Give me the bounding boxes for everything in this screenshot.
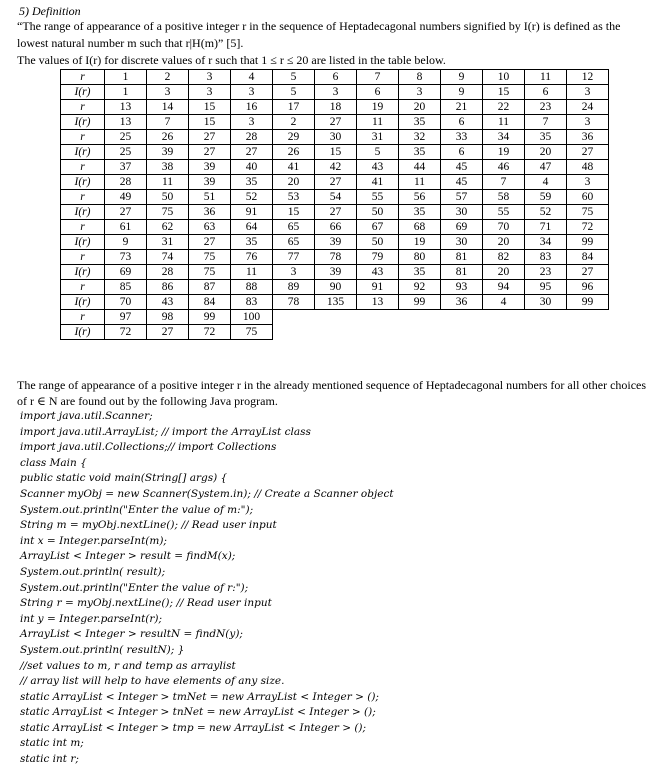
table-empty-cell xyxy=(441,325,483,340)
table-cell: 52 xyxy=(231,190,273,205)
table-cell: 5 xyxy=(273,85,315,100)
table-cell: 15 xyxy=(483,85,525,100)
table-cell: 15 xyxy=(315,145,357,160)
table-cell: 99 xyxy=(567,295,609,310)
table-cell: 27 xyxy=(147,325,189,340)
table-cell: 95 xyxy=(525,280,567,295)
table-cell: 87 xyxy=(189,280,231,295)
table-cell: 81 xyxy=(441,250,483,265)
table-cell: 72 xyxy=(189,325,231,340)
table-cell: 18 xyxy=(315,100,357,115)
table-cell: 11 xyxy=(399,175,441,190)
table-cell: 76 xyxy=(231,250,273,265)
table-empty-cell xyxy=(483,325,525,340)
table-cell: 50 xyxy=(357,205,399,220)
table-cell: 3 xyxy=(147,85,189,100)
table-cell: 39 xyxy=(147,145,189,160)
code-line: static int r; xyxy=(20,753,79,766)
code-line: import java.util.Scanner; xyxy=(20,410,153,422)
code-line: System.out.println("Enter the value of r:"); xyxy=(20,581,249,594)
table-cell: 34 xyxy=(483,130,525,145)
row-label: r xyxy=(61,100,105,115)
table-cell: 35 xyxy=(399,115,441,130)
after-table-line-2: of r ∈ N are found out by the following Java program. xyxy=(17,394,278,408)
table-cell: 11 xyxy=(357,115,399,130)
table-cell: 48 xyxy=(567,160,609,175)
table-cell: 29 xyxy=(273,130,315,145)
row-label: I(r) xyxy=(61,175,105,190)
table-cell: 24 xyxy=(567,100,609,115)
definition-line-1: “The range of appearance of a positive integer r in the sequence of Heptadecagonal numbers signified by I(r) is defined as the xyxy=(17,19,621,33)
table-cell: 27 xyxy=(315,115,357,130)
table-cell: 43 xyxy=(357,265,399,280)
table-row-r xyxy=(61,250,609,265)
table-cell: 39 xyxy=(189,160,231,175)
table-cell: 19 xyxy=(399,235,441,250)
table-cell: 12 xyxy=(567,70,609,85)
table-cell: 39 xyxy=(189,175,231,190)
table-cell: 41 xyxy=(273,160,315,175)
table-cell: 40 xyxy=(231,160,273,175)
table-row-ir xyxy=(61,175,609,190)
definition-line-3: The values of I(r) for discrete values of r such that 1 ≤ r ≤ 20 are listed in the table below. xyxy=(17,53,446,67)
table-cell: 85 xyxy=(105,280,147,295)
table-cell: 27 xyxy=(105,205,147,220)
table-cell: 94 xyxy=(483,280,525,295)
table-cell: 55 xyxy=(483,205,525,220)
table-cell: 4 xyxy=(231,70,273,85)
table-cell: 50 xyxy=(357,235,399,250)
table-cell: 77 xyxy=(273,250,315,265)
row-label: I(r) xyxy=(61,295,105,310)
table-cell: 9 xyxy=(441,70,483,85)
table-cell: 27 xyxy=(315,205,357,220)
row-label: r xyxy=(61,310,105,325)
table-cell: 6 xyxy=(357,85,399,100)
row-label: r xyxy=(61,280,105,295)
table-cell: 53 xyxy=(273,190,315,205)
table-cell: 4 xyxy=(483,295,525,310)
table-cell: 10 xyxy=(483,70,525,85)
table-cell: 13 xyxy=(105,100,147,115)
table-cell: 99 xyxy=(399,295,441,310)
table-cell: 1 xyxy=(105,70,147,85)
table-cell: 31 xyxy=(357,130,399,145)
table-cell: 15 xyxy=(273,205,315,220)
code-line: static ArrayList < Integer > tmp = new ArrayList < Integer > (); xyxy=(20,721,367,734)
table-cell: 75 xyxy=(189,265,231,280)
table-cell: 46 xyxy=(483,160,525,175)
table-cell: 23 xyxy=(525,265,567,280)
code-line: static ArrayList < Integer > tnNet = new ArrayList < Integer > (); xyxy=(20,706,376,719)
table-cell: 9 xyxy=(105,235,147,250)
table-cell: 11 xyxy=(231,265,273,280)
table-cell: 75 xyxy=(231,325,273,340)
table-cell: 6 xyxy=(525,85,567,100)
table-cell: 3 xyxy=(399,85,441,100)
table-cell: 30 xyxy=(525,295,567,310)
table-cell: 69 xyxy=(441,220,483,235)
table-cell: 99 xyxy=(189,310,231,325)
table-cell: 90 xyxy=(315,280,357,295)
table-cell: 3 xyxy=(315,85,357,100)
table-cell: 56 xyxy=(399,190,441,205)
table-cell: 78 xyxy=(315,250,357,265)
table-cell: 7 xyxy=(147,115,189,130)
table-cell: 20 xyxy=(483,265,525,280)
table-cell: 3 xyxy=(273,265,315,280)
table-empty-cell xyxy=(315,310,357,325)
table-cell: 62 xyxy=(147,220,189,235)
code-line: int y = Integer.parseInt(r); xyxy=(20,612,163,625)
table-row-r xyxy=(61,160,609,175)
table-cell: 28 xyxy=(147,265,189,280)
table-cell: 13 xyxy=(105,115,147,130)
table-cell: 30 xyxy=(441,205,483,220)
table-cell: 36 xyxy=(441,295,483,310)
table-cell: 1 xyxy=(105,85,147,100)
table-cell: 70 xyxy=(483,220,525,235)
table-cell: 2 xyxy=(147,70,189,85)
row-label: r xyxy=(61,250,105,265)
table-cell: 43 xyxy=(357,160,399,175)
table-cell: 88 xyxy=(231,280,273,295)
table-cell: 72 xyxy=(105,325,147,340)
table-cell: 45 xyxy=(441,160,483,175)
table-cell: 21 xyxy=(441,100,483,115)
table-cell: 84 xyxy=(189,295,231,310)
table-cell: 75 xyxy=(567,205,609,220)
table-row-r xyxy=(61,220,609,235)
table-cell: 64 xyxy=(231,220,273,235)
table-cell: 27 xyxy=(189,235,231,250)
row-label: I(r) xyxy=(61,115,105,130)
table-row-r xyxy=(61,190,609,205)
code-line: ArrayList < Integer > result = findM(x); xyxy=(20,550,236,563)
code-line: //set values to m, r and temp as arraylist xyxy=(20,659,236,672)
table-cell: 99 xyxy=(567,235,609,250)
table-cell: 37 xyxy=(105,160,147,175)
table-cell: 54 xyxy=(315,190,357,205)
table-row-ir xyxy=(61,85,609,100)
table-cell: 49 xyxy=(105,190,147,205)
table-cell: 11 xyxy=(525,70,567,85)
table-empty-cell xyxy=(273,325,315,340)
table-cell: 51 xyxy=(189,190,231,205)
row-label: I(r) xyxy=(61,235,105,250)
table-cell: 63 xyxy=(189,220,231,235)
table-cell: 7 xyxy=(483,175,525,190)
table-cell: 5 xyxy=(273,70,315,85)
table-empty-cell xyxy=(399,325,441,340)
table-row-ir xyxy=(61,235,609,250)
code-line: Scanner myObj = new Scanner(System.in); // Create a Scanner object xyxy=(20,487,394,500)
code-line: static int m; xyxy=(20,737,84,750)
code-line: // array list will help to have elements of any size. xyxy=(20,675,285,688)
table-cell: 92 xyxy=(399,280,441,295)
table-cell: 26 xyxy=(273,145,315,160)
table-row-r xyxy=(61,310,609,325)
table-cell: 41 xyxy=(357,175,399,190)
table-cell: 27 xyxy=(315,175,357,190)
table-cell: 59 xyxy=(525,190,567,205)
table-cell: 20 xyxy=(483,235,525,250)
code-line: System.out.println("Enter the value of m:"); xyxy=(20,503,254,516)
table-row-r xyxy=(61,280,609,295)
table-row-ir xyxy=(61,205,609,220)
table-row-ir xyxy=(61,265,609,280)
definition-line-2: lowest natural number m such that r|H(m)” [5]. xyxy=(17,36,244,50)
row-label: r xyxy=(61,190,105,205)
table-cell: 135 xyxy=(315,295,357,310)
table-cell: 58 xyxy=(483,190,525,205)
table-cell: 3 xyxy=(231,85,273,100)
table-cell: 74 xyxy=(147,250,189,265)
table-cell: 45 xyxy=(441,175,483,190)
code-line: int x = Integer.parseInt(m); xyxy=(20,534,167,547)
code-line: String r = myObj.nextLine(); // Read user input xyxy=(20,597,272,610)
table-cell: 81 xyxy=(441,265,483,280)
table-row-r xyxy=(61,70,609,85)
table-cell: 26 xyxy=(147,130,189,145)
table-cell: 31 xyxy=(147,235,189,250)
table-cell: 3 xyxy=(567,175,609,190)
table-cell: 27 xyxy=(189,130,231,145)
table-cell: 23 xyxy=(525,100,567,115)
table-cell: 35 xyxy=(399,205,441,220)
row-label: r xyxy=(61,160,105,175)
table-empty-cell xyxy=(441,310,483,325)
table-cell: 70 xyxy=(105,295,147,310)
table-cell: 75 xyxy=(189,250,231,265)
table-cell: 44 xyxy=(399,160,441,175)
table-cell: 98 xyxy=(147,310,189,325)
table-cell: 19 xyxy=(357,100,399,115)
row-label: I(r) xyxy=(61,265,105,280)
table-cell: 66 xyxy=(315,220,357,235)
table-row-ir xyxy=(61,115,609,130)
table-cell: 60 xyxy=(567,190,609,205)
table-cell: 17 xyxy=(273,100,315,115)
table-empty-cell xyxy=(483,310,525,325)
table-row-r xyxy=(61,130,609,145)
table-cell: 22 xyxy=(483,100,525,115)
table-cell: 35 xyxy=(399,265,441,280)
table-cell: 11 xyxy=(147,175,189,190)
table-cell: 6 xyxy=(441,115,483,130)
table-cell: 25 xyxy=(105,130,147,145)
table-cell: 39 xyxy=(315,235,357,250)
table-empty-cell xyxy=(567,325,609,340)
table-row-r xyxy=(61,100,609,115)
table-cell: 9 xyxy=(441,85,483,100)
table-cell: 57 xyxy=(441,190,483,205)
row-label: I(r) xyxy=(61,85,105,100)
table-cell: 91 xyxy=(357,280,399,295)
table-row-ir xyxy=(61,295,609,310)
code-line: import java.util.ArrayList; // import the ArrayList class xyxy=(20,425,311,438)
table-cell: 25 xyxy=(105,145,147,160)
table-cell: 86 xyxy=(147,280,189,295)
table-cell: 3 xyxy=(189,85,231,100)
table-empty-cell xyxy=(357,310,399,325)
table-cell: 27 xyxy=(231,145,273,160)
table-cell: 47 xyxy=(525,160,567,175)
table-cell: 36 xyxy=(567,130,609,145)
table-cell: 67 xyxy=(357,220,399,235)
table-cell: 11 xyxy=(483,115,525,130)
table-cell: 30 xyxy=(441,235,483,250)
table-empty-cell xyxy=(357,325,399,340)
row-label: r xyxy=(61,130,105,145)
table-empty-cell xyxy=(525,325,567,340)
table-cell: 83 xyxy=(525,250,567,265)
table-cell: 42 xyxy=(315,160,357,175)
code-line: System.out.println( resultN); } xyxy=(20,643,185,656)
table-row-ir xyxy=(61,145,609,160)
table-cell: 14 xyxy=(147,100,189,115)
table-cell: 27 xyxy=(189,145,231,160)
table-cell: 20 xyxy=(525,145,567,160)
table-cell: 16 xyxy=(231,100,273,115)
table-cell: 3 xyxy=(567,115,609,130)
table-cell: 91 xyxy=(231,205,273,220)
table-cell: 8 xyxy=(399,70,441,85)
section-heading: 5) Definition xyxy=(19,4,81,18)
table-cell: 35 xyxy=(231,175,273,190)
code-line: String m = myObj.nextLine(); // Read user input xyxy=(20,519,277,532)
code-line: public static void main(String[] args) { xyxy=(20,472,228,485)
table-cell: 89 xyxy=(273,280,315,295)
table-row-ir xyxy=(61,325,609,340)
table-cell: 4 xyxy=(525,175,567,190)
table-cell: 82 xyxy=(483,250,525,265)
table-cell: 28 xyxy=(105,175,147,190)
table-cell: 6 xyxy=(441,145,483,160)
table-cell: 50 xyxy=(147,190,189,205)
row-label: I(r) xyxy=(61,325,105,340)
table-cell: 83 xyxy=(231,295,273,310)
table-cell: 75 xyxy=(147,205,189,220)
table-cell: 32 xyxy=(399,130,441,145)
table-cell: 72 xyxy=(567,220,609,235)
code-line: import java.util.Collections;// import Collections xyxy=(20,441,277,454)
table-cell: 2 xyxy=(273,115,315,130)
table-cell: 65 xyxy=(273,235,315,250)
table-cell: 30 xyxy=(315,130,357,145)
table-empty-cell xyxy=(525,310,567,325)
java-code-block xyxy=(20,409,394,768)
code-line: ArrayList < Integer > resultN = findN(y); xyxy=(20,628,243,641)
row-label: r xyxy=(61,70,105,85)
code-line: System.out.println( result); xyxy=(20,565,166,578)
table-empty-cell xyxy=(315,325,357,340)
table-cell: 39 xyxy=(315,265,357,280)
table-cell: 84 xyxy=(567,250,609,265)
table-cell: 43 xyxy=(147,295,189,310)
table-cell: 20 xyxy=(399,100,441,115)
table-cell: 93 xyxy=(441,280,483,295)
row-label: I(r) xyxy=(61,145,105,160)
table-cell: 52 xyxy=(525,205,567,220)
table-cell: 34 xyxy=(525,235,567,250)
table-cell: 13 xyxy=(357,295,399,310)
table-cell: 100 xyxy=(231,310,273,325)
table-cell: 5 xyxy=(357,145,399,160)
table-empty-cell xyxy=(273,310,315,325)
table-cell: 73 xyxy=(105,250,147,265)
table-cell: 15 xyxy=(189,100,231,115)
table-cell: 35 xyxy=(231,235,273,250)
table-cell: 3 xyxy=(231,115,273,130)
table-cell: 61 xyxy=(105,220,147,235)
table-empty-cell xyxy=(399,310,441,325)
table-cell: 79 xyxy=(357,250,399,265)
table-cell: 71 xyxy=(525,220,567,235)
table-cell: 7 xyxy=(357,70,399,85)
row-label: r xyxy=(61,220,105,235)
table-cell: 68 xyxy=(399,220,441,235)
table-cell: 3 xyxy=(567,85,609,100)
table-cell: 15 xyxy=(189,115,231,130)
row-label: I(r) xyxy=(61,205,105,220)
table-cell: 80 xyxy=(399,250,441,265)
table-cell: 36 xyxy=(189,205,231,220)
table-cell: 35 xyxy=(399,145,441,160)
table-cell: 69 xyxy=(105,265,147,280)
after-table-line-1: The range of appearance of a positive integer r in the already mentioned sequence of Heptadecagonal numbers for all other choices xyxy=(17,378,647,392)
table-cell: 97 xyxy=(105,310,147,325)
range-of-appearance-table xyxy=(60,69,609,340)
table-cell: 38 xyxy=(147,160,189,175)
table-cell: 33 xyxy=(441,130,483,145)
table-cell: 96 xyxy=(567,280,609,295)
table-empty-cell xyxy=(567,310,609,325)
table-cell: 55 xyxy=(357,190,399,205)
table-cell: 6 xyxy=(315,70,357,85)
table-cell: 65 xyxy=(273,220,315,235)
table-cell: 28 xyxy=(231,130,273,145)
table-cell: 35 xyxy=(525,130,567,145)
table-cell: 78 xyxy=(273,295,315,310)
code-line: static ArrayList < Integer > tmNet = new ArrayList < Integer > (); xyxy=(20,690,379,703)
table-cell: 20 xyxy=(273,175,315,190)
table-cell: 7 xyxy=(525,115,567,130)
table-cell: 3 xyxy=(189,70,231,85)
table-cell: 27 xyxy=(567,145,609,160)
table-cell: 27 xyxy=(567,265,609,280)
table-cell: 19 xyxy=(483,145,525,160)
code-line: class Main { xyxy=(20,456,87,469)
